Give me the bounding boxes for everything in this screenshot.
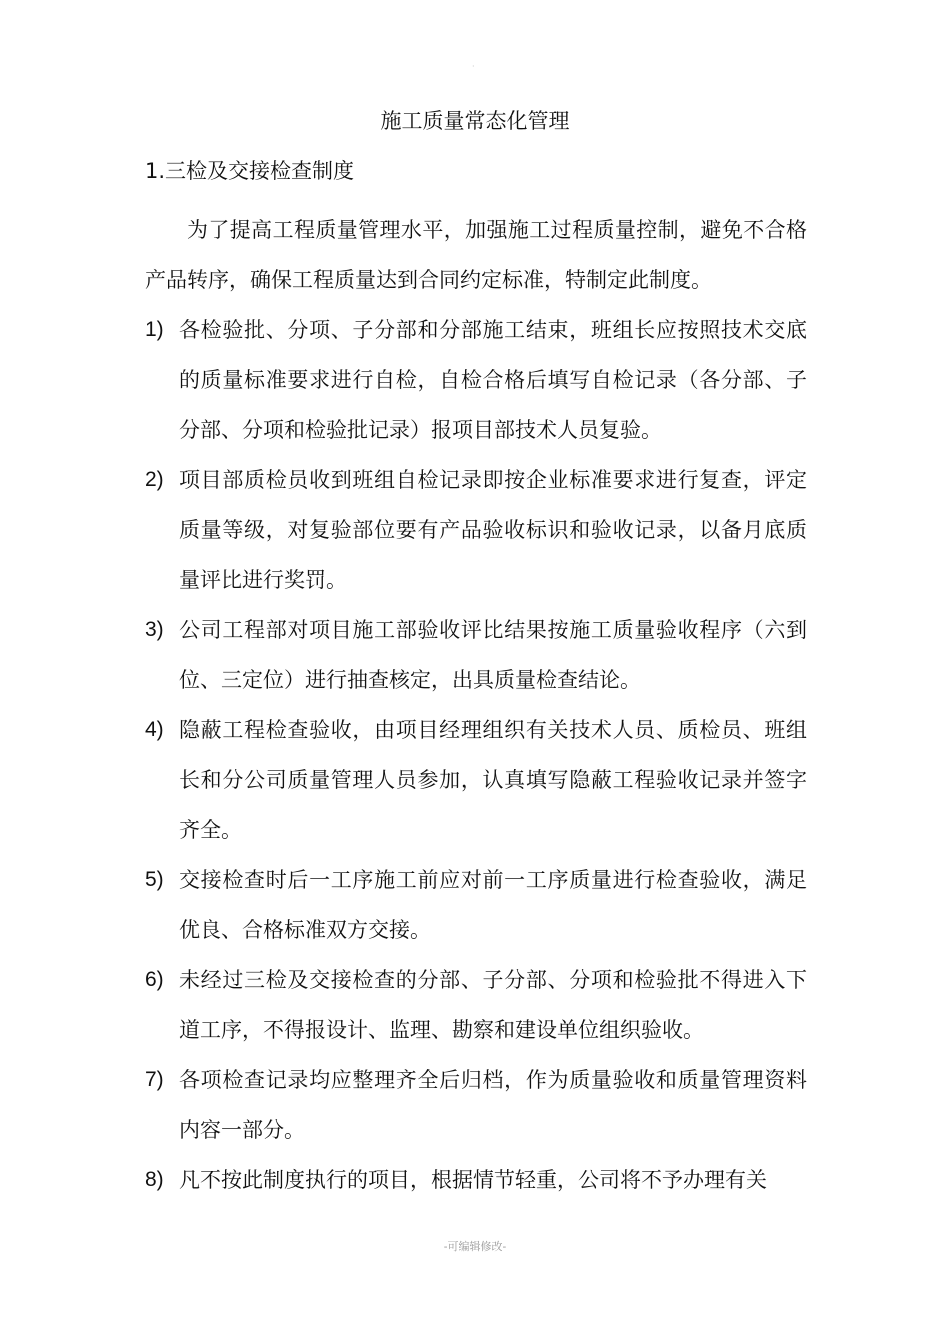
intro-paragraph: 为了提高工程质量管理水平，加强施工过程质量控制，避免不合格产品转序，确保工程质量达到合同约定标准，特制定此制度。 <box>145 218 807 292</box>
list-item-text: 交接检查时后一工序施工前应对前一工序质量进行检查验收，满足优良、合格标准双方交接。 <box>179 868 807 942</box>
list-item-number: 5) <box>145 868 164 891</box>
list-item <box>145 955 807 1055</box>
list-item-number: 1) <box>145 318 164 341</box>
list-item <box>145 305 807 455</box>
list-item-text: 未经过三检及交接检查的分部、子分部、分项和检验批不得进入下道工序，不得报设计、监理、勘察和建设单位组织验收。 <box>179 968 807 1042</box>
list-item <box>145 455 807 605</box>
list-item-number: 4) <box>145 718 164 741</box>
list-item-text: 公司工程部对项目施工部验收评比结果按施工质量验收程序（六到位、三定位）进行抽查核定，出具质量检查结论。 <box>179 618 807 692</box>
list-item-text: 项目部质检员收到班组自检记录即按企业标准要求进行复查，评定质量等级，对复验部位要有产品验收标识和验收记录，以备月底质量评比进行奖罚。 <box>179 468 807 592</box>
list-item-text: 凡不按此制度执行的项目，根据情节轻重，公司将不予办理有关 <box>179 1168 767 1192</box>
section-heading: 1.三检及交接检查制度 <box>145 159 355 183</box>
list-item <box>145 855 807 955</box>
footer-note: -可编辑修改- <box>443 1240 507 1253</box>
list-item-text: 各项检查记录均应整理齐全后归档，作为质量验收和质量管理资料内容一部分。 <box>179 1068 807 1142</box>
list-item-number: 6) <box>145 968 164 991</box>
list-item <box>145 605 807 705</box>
list-item <box>145 705 807 855</box>
document-title: 施工质量常态化管理 <box>380 109 570 133</box>
list-item <box>145 1155 807 1205</box>
header-dot-mark: · <box>472 62 475 71</box>
list-item-number: 2) <box>145 468 164 491</box>
list-item-text: 隐蔽工程检查验收，由项目经理组织有关技术人员、质检员、班组长和分公司质量管理人员参加，认真填写隐蔽工程验收记录并签字齐全。 <box>179 718 807 842</box>
list-item <box>145 1055 807 1155</box>
list-item-text: 各检验批、分项、子分部和分部施工结束，班组长应按照技术交底的质量标准要求进行自检，自检合格后填写自检记录（各分部、子分部、分项和检验批记录）报项目部技术人员复验。 <box>179 318 807 442</box>
list-item-number: 3) <box>145 618 164 641</box>
list-item-number: 7) <box>145 1068 164 1091</box>
regulation-list <box>145 305 807 1205</box>
list-item-number: 8) <box>145 1168 164 1191</box>
